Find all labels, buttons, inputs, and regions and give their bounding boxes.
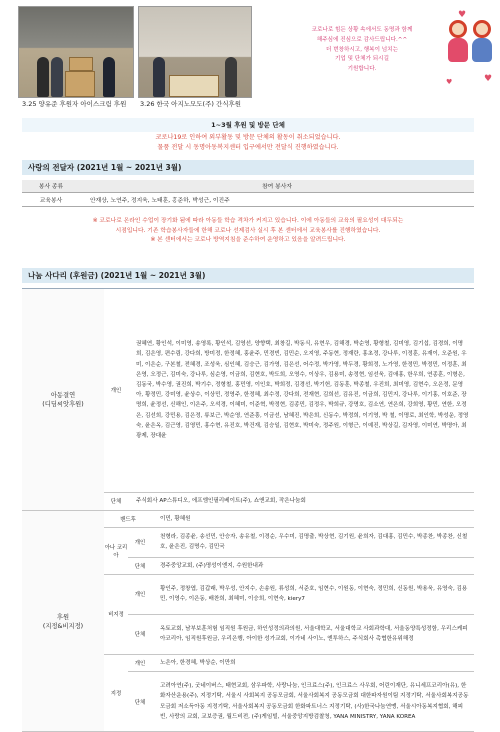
subcategory-individual: 개인 [128,574,152,614]
donor-section-title: 나눔 사다리 (후원금) (2021년 1월 ~ 2021년 3월) [22,268,474,283]
photo-caption: 3.26 한국 아지노모도(주) 간식후원 [140,100,242,108]
volunteer-section-title: 사랑의 전달자 (2021년 1월 ~ 2021년 3월) [22,160,474,175]
volunteer-names: 안재상, 노연주, 정지욱, 노태훈, 홍준하, 박성근, 이진주 [80,192,474,206]
category-sponsorship [22,511,104,732]
donation-boxes [69,57,93,71]
top-banner [0,0,500,112]
category-label: 아동결연 [50,392,76,400]
subcategory-designated: 지정 [104,654,128,731]
volunteer-type: 교육봉사 [22,192,80,206]
doll-girl-icon [446,20,470,68]
donation-boxes [169,75,219,97]
heart-icon: ♥ [446,78,453,86]
doll-boy-icon [470,20,494,68]
column-header: 참여 봉사자 [80,180,474,192]
note-line: 시점입니다. 기존 학습봉사자들에 한해 코로나 선제검사 실시 후 본 센터에서 교육봉사를 진행하였습니다. [115,227,381,234]
person-figure [153,57,165,97]
donor-table [22,288,474,732]
visit-section-title: 1~3월 후원 및 방문 단체 [22,118,474,132]
message-line: 기원합니다. [347,66,377,73]
heart-icon: ♥ [484,74,493,84]
subcategory-individual: 개인 [104,289,128,492]
table-row [22,511,474,528]
category-label: 후원 [56,613,70,621]
subcategory-individual: 개인 [128,527,152,557]
message-line: 코로나로 힘든 상황 속에서도 동명과 함께 [311,27,413,33]
person-figure [51,57,63,97]
thank-you-message [282,26,442,75]
heart-icon: ♥ [458,10,467,20]
group-donor-names: 경주중앙교회, (주)명성이엔지, 수원한내과 [152,557,474,574]
volunteer-table [22,180,474,207]
note-line: ※ 코로나로 온라인 수업이 장기화 됨에 따라 아동들 학습 격차가 커지고 있습니다. 이에 아동들의 교육의 필요성이 대두되는 [92,218,404,224]
person-figure [37,57,49,97]
individual-donor-names: 노은아, 한경혜, 박상순, 이만희 [152,654,474,671]
thank-you-card [262,4,498,106]
band-donor-names: 이민, 황혜원 [152,511,474,528]
subcategory-group: 단체 [128,614,152,654]
visit-notice [22,132,474,154]
message-line: 더 번창하시고, 행복이 넘치는 [326,46,398,53]
notice-line: 물품 전달 시 동명아동복지센터 입구에서만 전달식 진행하였습니다. [157,144,339,151]
table-row [22,289,474,492]
person-figure [103,57,115,97]
category-sublabel: (지정&비지정) [42,622,84,630]
group-donor-names: 고려아연(주), 굿네이버스, 태현교회, 삼우파학, 사랑나눔, 인크료스(주), 인크료스 사우회, 어린이재단, 유니세프코리아(유), 한화자산운용(주), 지정기탁, 서울시 사회복지 공동모금회, 서울사회복지 공동모금회 대한파자원이팀 지정기탁, 서울사회복지공동모금회 저소득아동 지정기탁, 서울사회복지 공동모금회 한화파트너스 지정기탁, (사)한국나눔연맹, 서울시아동복지협회, 해피빈, 사랑의 교회, 교보증권, 월드비전, (주)게임빌, 서울중앙지방검찰청, YANA MINISTRY, YANA KOREA [152,672,474,732]
subcategory-group: 단체 [128,672,152,732]
subcategory-group: 단체 [128,557,152,574]
subcategory-group: 단체 [104,492,128,510]
group-donor-names: 주식회사 AP스튜디오, 에프엠인필리베이트(주), 쇼앤교회, 작은나눔회 [128,492,474,510]
group-donor-names: 옥토교회, 남부보훈처험 임직원 후원금, 하인성정의과의원, 서울대학교, 서울대학교 사회과학대, 서울동양특성정함, 우리스케피아코리아, 임직원후원금, 우리은행, 아이한 성가교회, 이가네 사이노, 엔투하스, 주식회사 촉협한유위해정 [152,614,474,654]
category-child-sponsorship [22,289,104,510]
message-line: 해주심에 진심으로 감사드립니다.^^ [316,36,408,43]
donation-photo-snack [138,6,252,98]
subcategory-ideas: 아나 코리아 [104,527,128,574]
notice-line: 코로나19로 인하여 외부활동 및 방문 단체의 활동이 취소되었습니다. [155,134,341,141]
individual-donor-names: 천형라, 김종윤, 송선민, 안승자, 송유철, 이경순, 우수미, 김명출, 박상현, 김기원, 윤희자, 김대홍, 김민수, 박종찬, 박종찬, 신철호, 윤은진, 김명수, 김민국 [152,527,474,557]
note-line: ※ 본 센터에서는 코로나 방역지침을 준수하여 운영하고 있음을 알려드립니다. [150,237,346,244]
donation-photo-icecream [18,6,134,98]
category-sublabel: (디딤씨앗후원) [42,401,84,409]
table-row [22,192,474,206]
message-line: 기업 및 단체가 되시길 [335,56,389,63]
subcategory-nondesignated: 비지정 [104,574,128,654]
subcategory-band: 밴드후 [104,511,152,528]
individual-donor-names: 황인주, 정창엽, 김갑래, 박우성, 안지수, 손송원, 류성희, 서준호, 임현수, 이원동, 이현숙, 정민희, 신동원, 박용욱, 유영숙, 김용민, 이영수, 이은동, 배찬희, 최혜미, 이승희, 이현숙, kiery7 [152,574,474,614]
column-header: 봉사 종류 [22,180,80,192]
individual-donor-names: 권혜연, 황인석, 이미영, 송영록, 황인석, 김영선, 양향택, 최창길, 박동식, 유현우, 김해경, 박순영, 황형철, 김미영, 김기섭, 김경희, 이명희, 김은영, 편수림, 강다희, 방미정, 한정혜, 홍윤주, 민경빈, 김민순, 오지영, 주동현, 정재란, 홍초정, 강나루, 이정훈, 유재이, 오준원, 우미, 이은순, 구본철, 전혜경, 조성욱, 심인혜, 김승근, 김가영, 김은선, 어수정, 박가영, 박두경, 황희정, 노가영, 한정민, 박정민, 이정훈, 최은영, 오정근, 김미숙, 강나루, 심순영, 이금희, 김현호, 박도희, 오영수, 이상우, 김용미, 송정현, 임선욱, 김애홍, 한우희, 연종훈, 이형은, 김동국, 박수영, 권진희, 박기수, 정형철, 홍민영, 이인호, 박희정, 김경선, 박기헌, 김동훈, 박종철, 우진희, 최미영, 김현수, 오은정, 문영아, 황정민, 강미영, 윤상수, 이상민, 정영주, 한정혜, 최수정, 강다희, 전재현, 김희선, 김유진, 이금희, 김민지, 강나루, 이기홍, 이호준, 장명희, 윤정선, 신해인, 이은주, 오석경, 이혜미, 이준혁, 박정현, 김종민, 김정우, 박희규, 강명호, 김소연, 연은희, 강희영, 황민, 연한, 오정은, 김선희, 강민용, 김은정, 류보근, 박순영, 연준흥, 이금선, 남혜진, 박은희, 신동수, 박정희, 이기영, 박 철, 이명로, 최인학, 박성운, 정영숙, 윤은옥, 김근영, 김영민, 홍수현, 유진호, 박건재, 김승일, 김현호, 박미숙, 정주원, 이형근, 이예진, 박상길, 김자영, 이미연, 박명아, 최광제, 장대윤 [128,289,474,492]
person-figure [225,57,237,97]
volunteer-notes [22,217,474,246]
subcategory-individual: 개인 [128,654,152,671]
photo-caption: 3.25 양유준 후원자 아이스크림 후원 [22,100,127,108]
donation-boxes [65,71,95,97]
